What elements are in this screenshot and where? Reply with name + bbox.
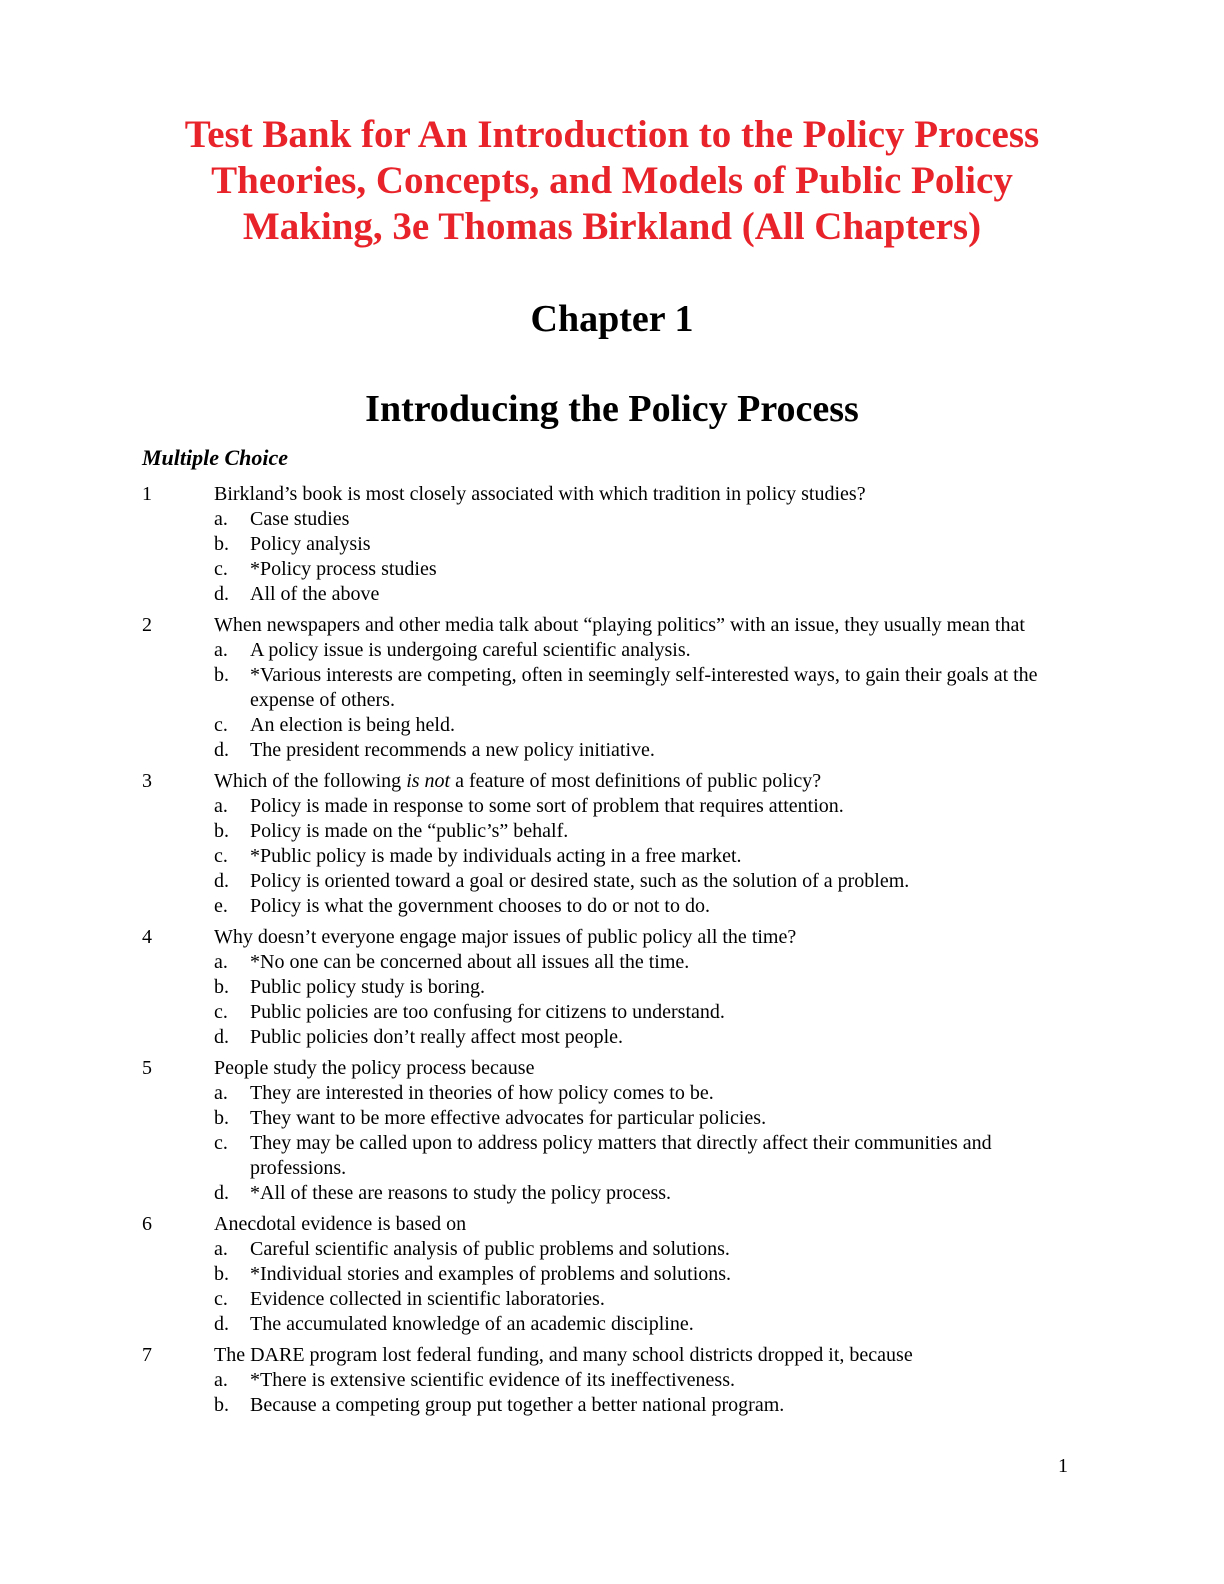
question-text: Anecdotal evidence is based on xyxy=(214,1213,467,1235)
option-letter: a. xyxy=(214,639,228,661)
option-text: Evidence collected in scientific laboratories. xyxy=(250,1288,605,1310)
option-letter: d. xyxy=(214,739,229,761)
question-text-end: a feature of most definitions of public policy? xyxy=(450,770,822,792)
question-text-emphasis: is not xyxy=(406,770,451,792)
question-number: 1 xyxy=(142,483,152,505)
option-text: *Individual stories and examples of problems and solutions. xyxy=(250,1263,732,1285)
option-text: Policy is what the government chooses to do or not to do. xyxy=(250,895,710,917)
page-number: 1 xyxy=(1058,1455,1068,1477)
question-list xyxy=(142,482,1072,1424)
answer-option xyxy=(142,1181,1072,1206)
option-text: The accumulated knowledge of an academic discipline. xyxy=(250,1313,694,1335)
option-letter: a. xyxy=(214,951,228,973)
question-number: 2 xyxy=(142,614,152,636)
option-text: Public policy study is boring. xyxy=(250,976,485,998)
question-item xyxy=(142,1056,1072,1206)
option-letter: d. xyxy=(214,1182,229,1204)
answer-option xyxy=(142,844,1072,869)
option-text: *No one can be concerned about all issues all the time. xyxy=(250,951,690,973)
option-letter: c. xyxy=(214,845,228,867)
option-text: *Various interests are competing, often in seemingly self-interested ways, to gain their goals at the expense of others. xyxy=(250,664,1038,711)
chapter-title: Introducing the Policy Process xyxy=(365,388,859,430)
question-text-start: Which of the following xyxy=(214,770,407,792)
answer-option xyxy=(142,738,1072,763)
question-text: Why doesn’t everyone engage major issues of public policy all the time? xyxy=(214,926,797,948)
option-letter: a. xyxy=(214,1238,228,1260)
title-line: Theories, Concepts, and Models of Public Policy xyxy=(211,159,1013,202)
option-letter: a. xyxy=(214,795,228,817)
option-letter: d. xyxy=(214,583,229,605)
option-letter: b. xyxy=(214,533,229,555)
option-letter: c. xyxy=(214,714,228,736)
option-text: Careful scientific analysis of public problems and solutions. xyxy=(250,1238,730,1260)
question-item xyxy=(142,613,1072,763)
answer-option xyxy=(142,1312,1072,1337)
question-item xyxy=(142,925,1072,1050)
question-number: 6 xyxy=(142,1213,152,1235)
question-text: The DARE program lost federal funding, and many school districts dropped it, because xyxy=(214,1344,913,1366)
answer-option xyxy=(142,1368,1072,1393)
option-letter: e. xyxy=(214,895,228,917)
question-text: Birkland’s book is most closely associated with which tradition in policy studies? xyxy=(214,483,866,505)
option-letter: b. xyxy=(214,820,229,842)
answer-option xyxy=(142,1081,1072,1106)
option-letter: b. xyxy=(214,1394,229,1416)
answer-option xyxy=(142,819,1072,844)
option-text: All of the above xyxy=(250,583,380,605)
answer-option xyxy=(142,1000,1072,1025)
option-text: They are interested in theories of how policy comes to be. xyxy=(250,1082,714,1104)
option-letter: b. xyxy=(214,1263,229,1285)
option-text: *Public policy is made by individuals acting in a free market. xyxy=(250,845,742,867)
option-text: Policy is oriented toward a goal or desired state, such as the solution of a problem. xyxy=(250,870,910,892)
answer-option xyxy=(142,663,1072,713)
option-text: The president recommends a new policy initiative. xyxy=(250,739,655,761)
option-text: Because a competing group put together a better national program. xyxy=(250,1394,785,1416)
option-text: Policy is made in response to some sort of problem that requires attention. xyxy=(250,795,844,817)
answer-option xyxy=(142,713,1072,738)
answer-option xyxy=(142,1287,1072,1312)
title-line: Test Bank for An Introduction to the Policy Process xyxy=(184,113,1040,156)
answer-option xyxy=(142,794,1072,819)
question-text xyxy=(214,769,1072,794)
option-text: Policy analysis xyxy=(250,533,371,555)
option-letter: b. xyxy=(214,976,229,998)
chapter-heading: Chapter 1 xyxy=(530,298,694,340)
option-text: *All of these are reasons to study the policy process. xyxy=(250,1182,672,1204)
option-letter: d. xyxy=(214,870,229,892)
question-item xyxy=(142,1343,1072,1418)
option-letter: d. xyxy=(214,1026,229,1048)
answer-option xyxy=(142,1262,1072,1287)
answer-option xyxy=(142,894,1072,919)
option-letter: c. xyxy=(214,1288,228,1310)
question-number: 7 xyxy=(142,1344,152,1366)
answer-option xyxy=(142,869,1072,894)
question-item xyxy=(142,769,1072,919)
question-text: When newspapers and other media talk about “playing politics” with an issue, they usually mean that xyxy=(214,614,1025,636)
section-heading: Multiple Choice xyxy=(142,445,289,470)
option-text: They want to be more effective advocates for particular policies. xyxy=(250,1107,767,1129)
option-letter: a. xyxy=(214,508,228,530)
option-text: Public policies don’t really affect most people. xyxy=(250,1026,624,1048)
option-letter: c. xyxy=(214,1132,228,1154)
answer-option xyxy=(142,557,1072,582)
option-letter: a. xyxy=(214,1369,228,1391)
question-item xyxy=(142,482,1072,607)
option-text: Policy is made on the “public’s” behalf. xyxy=(250,820,569,842)
option-letter: b. xyxy=(214,1107,229,1129)
answer-option xyxy=(142,638,1072,663)
question-number: 4 xyxy=(142,926,152,948)
option-text: A policy issue is undergoing careful scientific analysis. xyxy=(250,639,691,661)
option-text: *There is extensive scientific evidence of its ineffectiveness. xyxy=(250,1369,735,1391)
option-text: They may be called upon to address policy matters that directly affect their communities and professions. xyxy=(250,1132,992,1179)
option-text: An election is being held. xyxy=(250,714,455,736)
option-letter: a. xyxy=(214,1082,228,1104)
answer-option xyxy=(142,1025,1072,1050)
answer-option xyxy=(142,1237,1072,1262)
document-title xyxy=(100,112,1124,250)
option-letter: c. xyxy=(214,558,228,580)
answer-option xyxy=(142,532,1072,557)
option-letter: c. xyxy=(214,1001,228,1023)
question-text: People study the policy process because xyxy=(214,1057,535,1079)
option-letter: b. xyxy=(214,664,229,686)
question-item xyxy=(142,1212,1072,1337)
title-line: Making, 3e Thomas Birkland (All Chapters) xyxy=(242,205,982,248)
answer-option xyxy=(142,582,1072,607)
answer-option xyxy=(142,1393,1072,1418)
answer-option xyxy=(142,1131,1072,1181)
option-text: *Policy process studies xyxy=(250,558,437,580)
answer-option xyxy=(142,950,1072,975)
question-number: 3 xyxy=(142,770,152,792)
answer-option xyxy=(142,507,1072,532)
option-text: Case studies xyxy=(250,508,350,530)
answer-option xyxy=(142,1106,1072,1131)
question-number: 5 xyxy=(142,1057,152,1079)
answer-option xyxy=(142,975,1072,1000)
option-letter: d. xyxy=(214,1313,229,1335)
option-text: Public policies are too confusing for citizens to understand. xyxy=(250,1001,725,1023)
